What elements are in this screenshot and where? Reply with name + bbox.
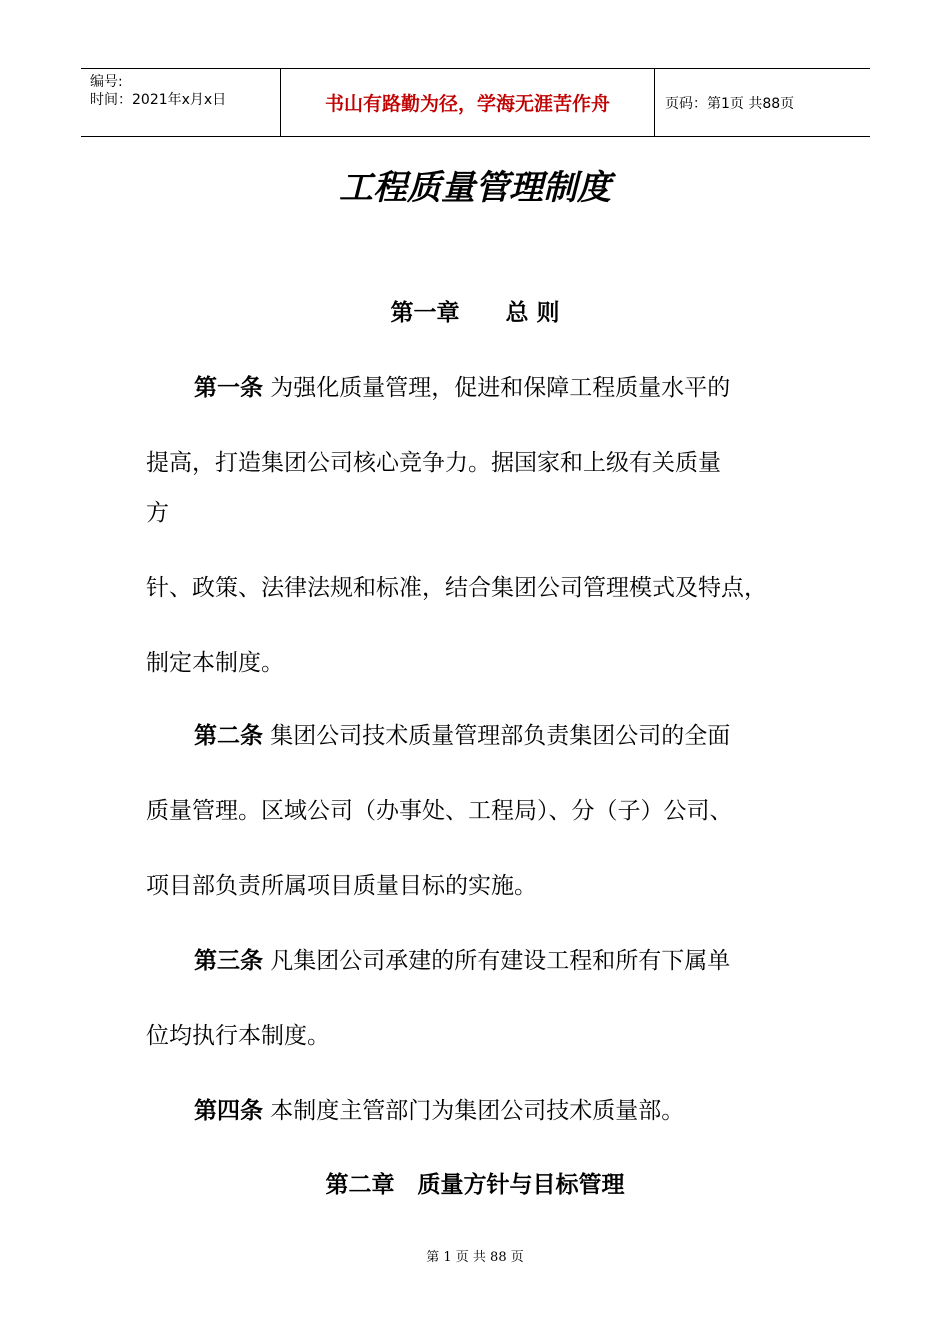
article-1-line-1 <box>194 369 730 402</box>
article-2-text-1: 集团公司技术质量管理部负责集团公司的全面 <box>263 723 731 749</box>
article-1-text-1: 为强化质量管理，促进和保障工程质量水平的 <box>263 375 731 401</box>
article-3-label: 第三条 <box>194 947 263 974</box>
header-page-label: 页码：第1页 共88页 <box>665 95 795 112</box>
document-date-label: 时间：2021年x月x日 <box>90 92 227 108</box>
article-2-line-1 <box>194 717 730 750</box>
header-info-cell <box>81 69 281 136</box>
header-table <box>81 68 870 137</box>
article-3-text-1: 凡集团公司承建的所有建设工程和所有下属单 <box>263 948 731 974</box>
article-3-line-1 <box>194 942 730 975</box>
article-3-line-2: 位均执行本制度。 <box>146 1023 330 1049</box>
article-1-label: 第一条 <box>194 374 263 401</box>
page-footer: 第 1 页 共 88 页 <box>426 1250 524 1265</box>
article-1-line-2: 提高，打造集团公司核心竞争力。据国家和上级有关质量 <box>146 450 721 476</box>
header-motto: 书山有路勤为径，学海无涯苦作舟 <box>281 69 655 136</box>
document-number-label: 编号: <box>90 74 123 90</box>
article-1-line-5: 制定本制度。 <box>146 650 284 676</box>
document-title: 工程质量管理制度 <box>339 168 611 208</box>
article-2-line-2: 质量管理。区域公司（办事处、工程局）、分（子）公司、 <box>146 798 733 824</box>
article-2-label: 第二条 <box>194 722 263 749</box>
chapter-heading-2: 第二章 质量方针与目标管理 <box>325 1171 625 1198</box>
article-4-label: 第四条 <box>194 1097 263 1124</box>
article-2-line-3: 项目部负责所属项目质量目标的实施。 <box>146 873 537 899</box>
chapter-heading-1: 第一章 总 则 <box>390 299 560 326</box>
article-4-text-1: 本制度主管部门为集团公司技术质量部。 <box>263 1098 685 1124</box>
article-4-line-1 <box>194 1092 684 1125</box>
article-1-line-4: 针、政策、法律法规和标准，结合集团公司管理模式及特点， <box>146 575 767 601</box>
article-1-line-3: 方 <box>146 500 169 526</box>
